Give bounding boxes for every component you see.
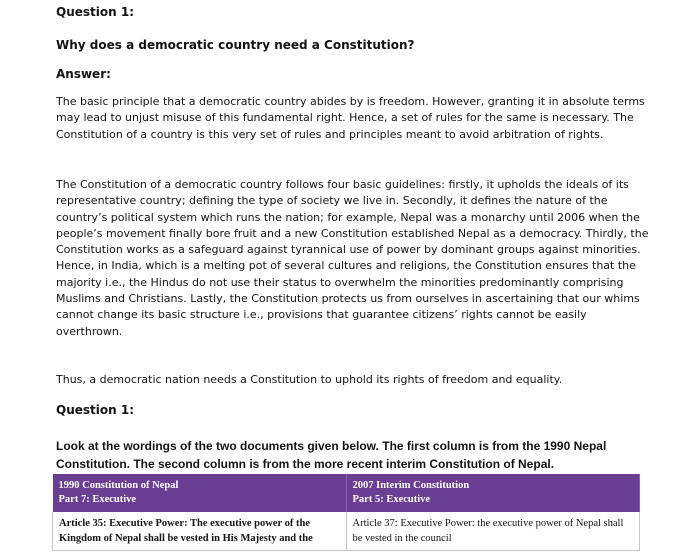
question-1-text: Why does a democratic country need a Constitution? [56, 38, 415, 52]
constitution-comparison-table [52, 474, 640, 551]
question-1-label: Question 1: [56, 5, 134, 19]
column-1-subtitle: Part 7: Executive [58, 494, 137, 505]
answer-paragraph-1: The basic principle that a democratic country abides by is freedom. However, granting it in absolute terms may lead to unjust misuse of this fundamental right. Hence, a set of rules for the same is necessary. The Constitution of a country is this very set of rules and principles meant to avoid arbitration of rights. [56, 95, 645, 141]
question-2-label: Question 1: [56, 403, 134, 417]
column-2-title: 2007 Interim Constitution [352, 480, 470, 491]
answer-paragraph-2: The Constitution of a democratic country follows four basic guidelines: firstly, it upholds the ideals of its representative country; defining the type of society we live in. Secondly, it defines the nature of the country’s political system which runs the nation; for example, Nepal was a monarchy until 2006 when the people’s movement finally bore fruit and a new Constitution established Nepal as a democracy. Thirdly, the Constitution works as a safeguard against tyrannical use of power by dominant groups against minorities. Hence, in India, which is a melting pot of several cultures and religions, the Constitution ensures that the majority i.e., the Hindus do not use their status to overwhelm the minorities predominantly comprising Muslims and Christians. Lastly, the Constitution protects us from ourselves in ascertaining that our whims cannot change its basic structure i.e., provisions that guarantee citizens’ rights cannot be easily overthrown. [56, 178, 649, 338]
table-header-1990 [53, 474, 347, 512]
answer-label: Answer: [56, 67, 111, 81]
question-2-prompt: Look at the wordings of the two documents given below. The first column is from the 1990 Nepal Constitution. The second column is from the more recent interim Constitution of Nepal. [56, 439, 607, 471]
table-header-2007 [346, 474, 640, 512]
answer-paragraph-3: Thus, a democratic nation needs a Constitution to uphold its rights of freedom and equality. [56, 373, 563, 386]
column-2-subtitle: Part 5: Executive [352, 494, 431, 505]
table-row [53, 512, 640, 551]
table-cell-1990-article: Article 35: Executive Power: The executive power of the Kingdom of Nepal shall be vested in His Majesty and the [53, 512, 347, 551]
table-header-row [53, 474, 640, 512]
column-1-title: 1990 Constitution of Nepal [58, 480, 179, 491]
table-cell-2007-article: Article 37: Executive Power: the executive power of Nepal shall be vested in the council [346, 512, 640, 551]
